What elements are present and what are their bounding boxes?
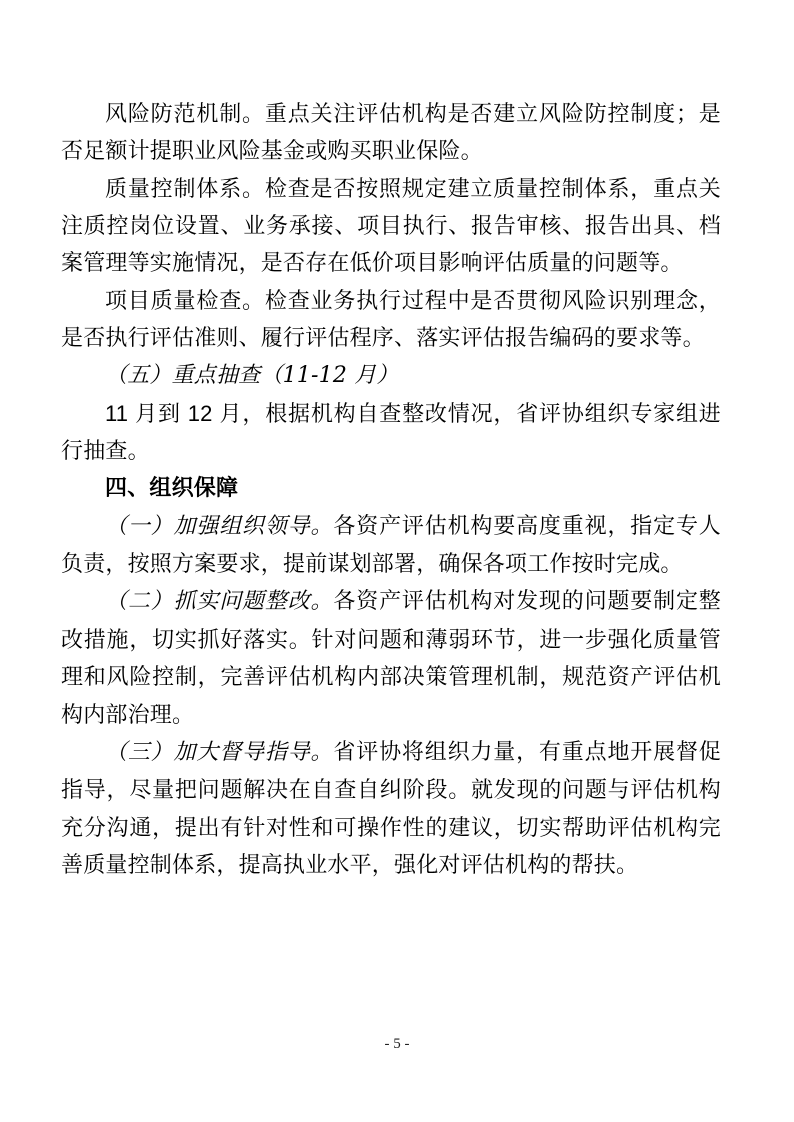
paragraph-text: 各资产评估机构要高度重视，指定专人负责，按照方案要求，提前谋划部署，确保各项工作按时完成。 [61,512,721,577]
paragraph-spot-check-schedule [61,395,721,470]
paragraph-text: 项目质量检查。检查业务执行过程中是否贯彻风险识别理念，是否执行评估准则、履行评估程序、落实评估报告编码的要求等。 [61,287,721,351]
subheading-text: （五）重点抽查（11-12 月） [105,363,399,389]
paragraph-text: 质量控制体系。检查是否按照规定建立质量控制体系，重点关注质控岗位设置、业务承接、项目执行、报告审核、报告出具、档案管理等实施情况，是否存在低价项目影响评估质量的问题等。 [61,175,721,276]
page-footer [0,1036,794,1053]
paragraph-text: 11 月到 12 月，根据机构自查整改情况，省评协组织专家组进行抽查。 [61,400,721,464]
paragraph-text: 省评协将组织力量，有重点地开展督促指导，尽量把问题解决在自查自纠阶段。就发现的问题与评估机构充分沟通，提出有针对性和可操作性的建议，切实帮助评估机构完善质量控制体系，提高执业水平，强化对评估机构的帮扶。 [61,738,721,877]
paragraph-lead-in: （三）加大督导指导。 [105,739,334,765]
section-heading-organizational-support [61,469,721,506]
paragraph-quality-control-system [61,170,721,282]
heading-text: 四、组织保障 [105,475,239,501]
subheading-key-spot-check [61,356,721,394]
paragraph-problem-rectification [61,582,721,732]
paragraph-risk-prevention [61,95,721,170]
paragraph-project-quality-check [61,282,721,357]
paragraph-lead-in: （二）抓实问题整改。 [105,589,334,615]
paragraph-text: 各资产评估机构对发现的问题要制定整改措施，切实抓好落实。针对问题和薄弱环节，进一步强化质量管理和风险控制，完善评估机构内部决策管理机制，规范资产评估机构内部治理。 [61,588,721,727]
paragraph-lead-in: （一）加强组织领导。 [105,513,334,539]
page-number: - 5 - [384,1036,410,1052]
paragraph-text: 风险防范机制。重点关注评估机构是否建立风险防控制度；是否足额计提职业风险基金或购买职业保险。 [61,101,721,164]
paragraph-strengthen-leadership [61,507,721,583]
document-body [61,95,721,883]
paragraph-supervision-guidance [61,733,721,883]
